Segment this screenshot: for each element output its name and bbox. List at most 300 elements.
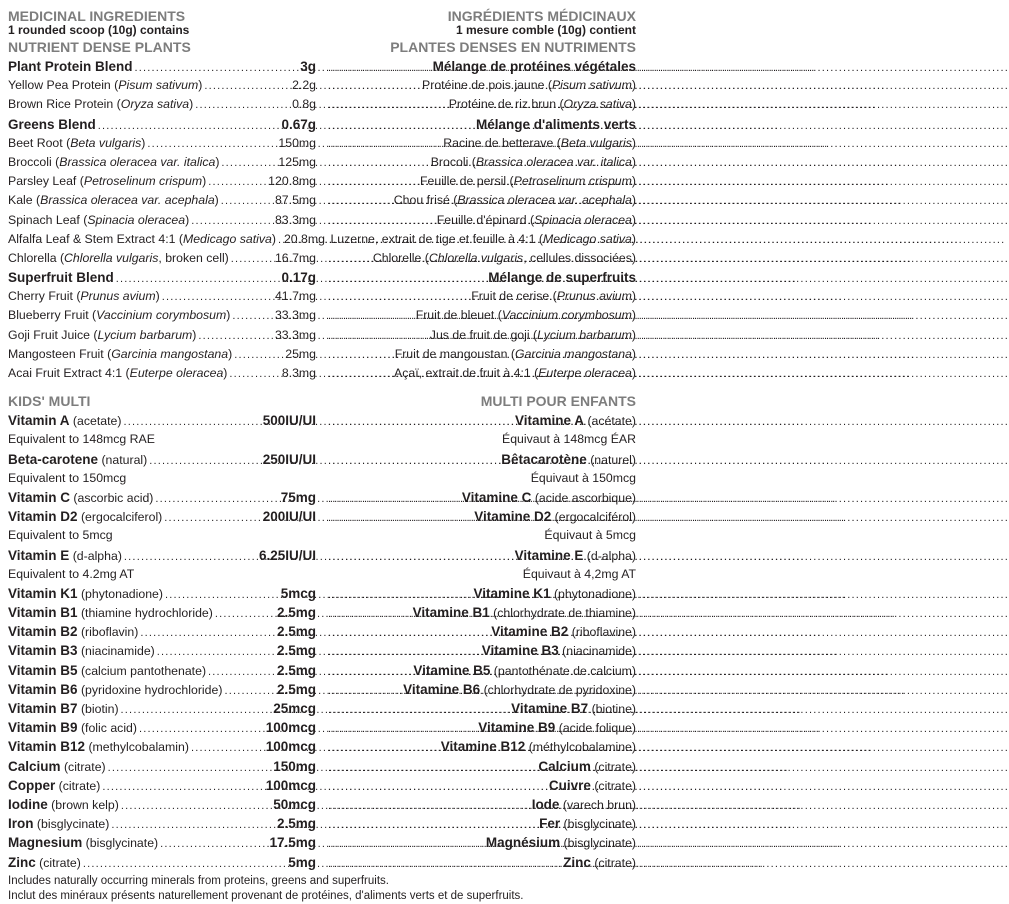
plants-list — [8, 57, 636, 383]
leader-dots — [326, 368, 394, 380]
nutrient-name-en — [8, 546, 122, 566]
nutrient-source-en: (natural) — [98, 452, 148, 467]
leader-dots — [230, 310, 275, 322]
nutrient-source-en: (methylcobalamin) — [85, 740, 189, 755]
leader-dots — [193, 99, 292, 111]
scientific-name-fr: Brassica oleracea var. acephala — [457, 193, 632, 208]
nutrient-en — [8, 814, 322, 834]
nutrient-row — [8, 622, 636, 641]
nutrient-source-fr: (riboflavine) — [568, 625, 636, 640]
leader-dots — [326, 176, 420, 188]
nutrient-source-en: (riboflavin) — [77, 625, 139, 640]
ingredient-name-en: Broccoli (Brassica oleracea var. italica) — [8, 154, 220, 169]
leader-dots — [206, 666, 277, 678]
nutrient-label-fr: Vitamine B1 — [412, 605, 490, 621]
nutrient-label-fr: Vitamine D2 — [474, 509, 552, 525]
ingredient-amount: 0.17g — [281, 270, 316, 286]
ingredient-fr — [322, 326, 636, 345]
nutrient-en — [8, 795, 322, 815]
leader-dots — [326, 273, 488, 285]
nutrient-label-en: Magnesium — [8, 835, 83, 851]
ingredient-row — [8, 95, 636, 114]
ingredient-name-fr: Fruit de mangoustan (Garcinia mangostana) — [394, 346, 636, 361]
nutrient-row — [8, 411, 636, 430]
nutrient-name-en — [8, 718, 137, 738]
leader-dots — [229, 253, 275, 265]
ingredient-fr — [322, 345, 636, 364]
nutrient-amount: 100mcg — [265, 720, 316, 736]
ingredient-name-en: Blueberry Fruit (Vaccinium corymbosum) — [8, 308, 231, 323]
nutrient-en — [8, 680, 322, 700]
scientific-name-en: Prunus avium — [80, 289, 156, 304]
nutrient-label-en: Calcium — [8, 758, 61, 774]
nutrient-source-fr: (phytonadione) — [550, 586, 636, 601]
leader-dots — [326, 704, 511, 716]
nutrient-fr — [322, 737, 636, 757]
nutrient-amount: 50mcg — [273, 796, 316, 812]
equivalent-en: Equivalent to 150mcg — [8, 470, 127, 485]
nutrient-source-en: (thiamine hydrochloride) — [77, 606, 213, 621]
nutrient-source-fr: (citrate) — [590, 778, 636, 793]
nutrient-row — [8, 699, 636, 718]
nutrient-amount: 150mg — [273, 758, 316, 774]
leader-dots — [326, 310, 416, 322]
nutrient-fr — [322, 833, 636, 853]
nutrient-en — [8, 641, 322, 661]
nutrient-label-en: Zinc — [8, 854, 36, 870]
nutrient-fr — [322, 546, 636, 566]
scientific-name-fr: Oryza sativa — [563, 97, 632, 112]
ingredient-amount: 0.67g — [281, 116, 316, 132]
nutrient-name-en — [8, 776, 100, 796]
header-title-row — [8, 8, 636, 24]
title-fr: INGRÉDIENTS MÉDICINAUX — [447, 8, 636, 24]
nutrient-source-en: (pyridoxine hydrochloride) — [77, 682, 223, 697]
nutrient-amount: 2.5mg — [276, 681, 316, 697]
leader-dots — [326, 762, 538, 774]
nutrient-label-en: Iodine — [8, 796, 48, 812]
leader-dots — [326, 627, 491, 639]
nutrient-name-fr — [539, 814, 636, 834]
ingredient-name-fr: Protéine de riz brun (Oryza sativa) — [448, 97, 636, 112]
ingredient-name-en: Greens Blend — [8, 116, 96, 132]
nutrient-row — [8, 833, 636, 852]
nutrient-source-fr: (ergocalciférol) — [551, 510, 636, 525]
nutrient-name-en — [8, 661, 206, 681]
nutrient-name-en — [8, 507, 162, 527]
scientific-name-fr: Euterpe oleracea — [538, 366, 632, 380]
leader-dots — [114, 273, 282, 285]
leader-dots — [96, 120, 282, 132]
nutrient-label-fr: Vitamine B7 — [511, 701, 589, 716]
nutrient-row — [8, 450, 636, 469]
nutrient-label-en: Iron — [8, 816, 34, 832]
nutrient-source-fr: (bisglycinate) — [560, 836, 636, 851]
nutrient-fr — [322, 411, 636, 431]
nutrient-label-en: Vitamin B2 — [8, 624, 78, 640]
leader-dots — [119, 800, 273, 812]
nutrient-source-fr: (acide folique) — [555, 721, 636, 736]
ingredient-name-en: Yellow Pea Protein (Pisum sativum) — [8, 78, 203, 93]
scientific-name-fr: Beta vulgaris — [560, 135, 632, 150]
leader-dots — [158, 838, 269, 850]
ingredient-name-fr: Jus de fruit de goji (Lycium barbarum) — [429, 327, 636, 342]
multi-heading-fr: MULTI POUR ENFANTS — [480, 393, 636, 410]
nutrient-row — [8, 680, 636, 699]
leader-dots — [109, 819, 277, 831]
scientific-name-fr: Brassica oleracea var. italica — [475, 154, 632, 169]
nutrient-name-en — [8, 833, 158, 853]
nutrient-source-fr: (biotine) — [588, 702, 636, 716]
nutrient-amount: 6.25IU/UI — [258, 547, 316, 563]
ingredient-amount: 83.3mg — [274, 212, 316, 227]
nutrient-amount: 2.5mg — [276, 816, 316, 832]
ingredient-en — [8, 95, 322, 114]
ingredient-en — [8, 76, 322, 95]
nutrient-label-fr: Vitamine A — [515, 413, 585, 429]
nutrient-label-en: Vitamin B5 — [8, 662, 78, 678]
leader-dots — [326, 589, 473, 601]
ingredient-row — [8, 306, 636, 325]
leader-dots — [145, 138, 278, 150]
scientific-name-en: Chlorella vulgaris — [64, 250, 159, 265]
nutrient-source-en: (d-alpha) — [69, 548, 122, 563]
nutrient-name-fr — [511, 699, 636, 719]
nutrient-row — [8, 507, 636, 526]
scientific-name-en: Petroselinum crispum — [83, 174, 203, 189]
nutrient-amount: 5mg — [288, 854, 316, 870]
nutrient-source-en: (biotin) — [77, 702, 119, 716]
ingredient-amount: 125mg — [278, 154, 316, 169]
ingredient-en — [8, 134, 322, 153]
nutrient-label-en: Vitamin C — [8, 489, 71, 505]
ingredient-fr — [322, 57, 636, 76]
nutrient-source-en: (folic acid) — [77, 721, 137, 736]
nutrient-source-en: (bisglycinate) — [33, 817, 110, 832]
nutrient-row — [8, 641, 636, 660]
ingredient-en — [8, 345, 322, 364]
ingredient-name-en: Superfruit Blend — [8, 270, 114, 286]
ingredient-fr — [322, 249, 636, 268]
footnote — [8, 874, 636, 904]
multi-list — [8, 411, 636, 872]
header-serving-row — [8, 24, 636, 37]
nutrient-label-en: Vitamin E — [8, 547, 70, 563]
leader-dots — [326, 819, 539, 831]
nutrient-fr — [322, 488, 636, 508]
nutrient-name-fr — [473, 584, 636, 604]
leader-dots — [326, 80, 422, 92]
ingredient-row — [8, 211, 636, 230]
nutrient-name-fr — [501, 450, 636, 470]
nutrient-en — [8, 699, 322, 719]
nutrient-name-fr — [486, 833, 636, 853]
equivalent-row — [8, 526, 636, 545]
nutrient-label-en: Vitamin B7 — [8, 701, 78, 716]
nutrient-source-en: (citrate) — [55, 778, 101, 793]
leader-dots — [326, 742, 441, 754]
nutrient-name-fr — [474, 507, 636, 527]
nutrient-amount: 75mg — [280, 489, 316, 505]
leader-dots — [326, 723, 478, 735]
nutrient-label-fr: Vitamine K1 — [473, 585, 551, 601]
nutrient-source-fr: (citrate) — [590, 855, 636, 870]
nutrient-name-fr — [482, 641, 636, 661]
ingredient-en — [8, 268, 322, 287]
nutrient-name-en — [8, 584, 163, 604]
nutrient-label-en: Beta-carotene — [8, 451, 99, 467]
ingredient-name-en: Alfalfa Leaf & Stem Extract 4:1 (Medicago sativa) — [8, 231, 276, 246]
nutrient-source-fr: (naturel) — [586, 452, 636, 467]
ingredient-amount: 33.3mg — [274, 327, 316, 342]
nutrient-label-en: Vitamin B12 — [8, 739, 86, 755]
scientific-name-en: Pisum sativum — [118, 78, 199, 93]
nutrient-en — [8, 488, 322, 508]
ingredient-amount: 3g — [300, 59, 316, 74]
nutrient-fr — [322, 853, 636, 873]
ingredient-amount: 8.3mg — [281, 366, 316, 380]
scientific-name-fr: Spinacia oleracea — [534, 212, 632, 227]
ingredient-row — [8, 134, 636, 153]
nutrient-source-fr: (chlorhydrate de pyridoxine) — [480, 682, 636, 697]
nutrient-fr — [322, 795, 636, 815]
scientific-name-fr: Chlorella vulgaris — [428, 250, 524, 265]
nutrient-source-fr: (varech brun) — [559, 797, 636, 812]
nutrient-amount: 5mcg — [280, 585, 316, 601]
nutrient-name-en — [8, 641, 155, 661]
ingredient-panel — [8, 8, 636, 904]
nutrient-source-en: (bisglycinate) — [82, 836, 159, 851]
ingredient-en — [8, 211, 322, 230]
nutrient-source-en: (ergocalciferol) — [77, 510, 163, 525]
ingredient-name-en: Chlorella (Chlorella vulgaris, broken cell) — [8, 250, 229, 265]
nutrient-en — [8, 833, 322, 853]
leader-dots — [326, 666, 413, 678]
nutrient-en — [8, 411, 322, 431]
ingredient-row — [8, 153, 636, 172]
nutrient-row — [8, 488, 636, 507]
scientific-name-en: Lycium barbarum — [97, 327, 193, 342]
leader-dots — [189, 215, 275, 227]
leader-dots — [276, 234, 284, 246]
nutrient-name-fr — [441, 737, 636, 757]
scientific-name-en: Garcinia mangostana — [111, 346, 229, 361]
leader-dots — [326, 838, 486, 850]
nutrient-name-fr — [403, 680, 636, 700]
nutrient-name-fr — [515, 411, 636, 431]
ingredient-en — [8, 364, 322, 383]
nutrient-label-fr: Bêtacarotène — [501, 451, 587, 467]
nutrient-amount: 250IU/UI — [262, 451, 316, 467]
leader-dots — [326, 493, 462, 505]
ingredient-fr — [322, 115, 636, 134]
nutrient-fr — [322, 757, 636, 777]
nutrient-amount: 200IU/UI — [262, 509, 316, 525]
nutrient-fr — [322, 584, 636, 604]
footnote-fr: Inclut des minéraux présents naturellement provenant de protéines, d'aliments verts et de superfruits. — [8, 889, 524, 902]
leader-dots — [326, 120, 476, 132]
nutrient-fr — [322, 814, 636, 834]
ingredient-name-en: Acai Fruit Extract 4:1 (Euterpe oleracea) — [8, 366, 228, 380]
nutrient-source-en: (calcium pantothenate) — [77, 663, 207, 678]
nutrient-fr — [322, 718, 636, 738]
scientific-name-en: Oryza sativa — [120, 97, 190, 112]
leader-dots — [326, 349, 395, 361]
nutrient-name-en — [8, 411, 121, 431]
nutrient-amount: 500IU/UI — [262, 413, 316, 429]
nutrient-label-fr: Vitamine B9 — [478, 720, 556, 736]
nutrient-amount: 17.5mg — [269, 835, 316, 851]
plants-heading-row — [8, 39, 636, 55]
ingredient-name-en: Spinach Leaf (Spinacia oleracea) — [8, 212, 190, 227]
nutrient-row — [8, 718, 636, 737]
nutrient-row — [8, 776, 636, 795]
nutrient-name-fr — [413, 603, 636, 623]
ingredient-name-fr: Brocoli (Brassica oleracea var. italica) — [430, 154, 636, 169]
ingredient-amount: 120.8mg — [268, 174, 316, 189]
ingredient-fr — [322, 230, 636, 249]
multi-heading-en: KIDS' MULTI — [8, 393, 91, 410]
nutrient-source-fr: (niacinamide) — [558, 644, 636, 659]
nutrient-fr — [322, 603, 636, 623]
ingredient-en — [8, 153, 322, 172]
nutrient-en — [8, 718, 322, 738]
nutrient-name-en — [8, 737, 189, 757]
leader-dots — [326, 512, 474, 524]
nutrient-row — [8, 584, 636, 603]
nutrient-name-en — [8, 622, 138, 642]
ingredient-fr — [322, 95, 636, 114]
scientific-name-fr: Medicago sativa — [543, 231, 632, 246]
nutrient-label-fr: Calcium — [538, 758, 591, 774]
equivalent-row — [8, 430, 636, 449]
nutrient-name-fr — [532, 795, 636, 815]
leader-dots — [232, 349, 285, 361]
scientific-name-fr: Vaccinium corymbosum — [501, 308, 632, 323]
ingredient-name-fr: Feuille de persil (Petroselinum crispum) — [420, 174, 636, 189]
nutrient-source-fr: (méthylcobalamine) — [525, 740, 636, 755]
scientific-name-fr: Garcinia mangostana — [515, 346, 632, 361]
ingredient-name-fr: Protéine de pois jaune (Pisum sativum) — [422, 78, 636, 93]
ingredient-name-en: Mangosteen Fruit (Garcinia mangostana) — [8, 346, 233, 361]
nutrient-en — [8, 622, 322, 642]
nutrient-en — [8, 757, 322, 777]
ingredient-en — [8, 306, 322, 325]
nutrient-name-fr — [462, 488, 636, 508]
scientific-name-en: Spinacia oleracea — [87, 212, 186, 227]
nutrient-row — [8, 546, 636, 565]
leader-dots — [326, 416, 515, 428]
nutrient-source-en: (phytonadione) — [77, 586, 163, 601]
leader-dots — [227, 368, 281, 380]
leader-dots — [162, 512, 262, 524]
ingredient-fr — [322, 211, 636, 230]
leader-dots — [326, 62, 433, 74]
nutrient-amount: 100mcg — [265, 739, 316, 755]
ingredient-name-en: Beet Root (Beta vulgaris) — [8, 135, 146, 150]
leader-dots — [121, 416, 262, 428]
nutrient-label-fr: Vitamine E — [514, 547, 584, 563]
nutrient-en — [8, 853, 322, 873]
ingredient-amount: 16.7mg — [274, 250, 316, 265]
ingredient-amount: 41.7mg — [274, 289, 316, 304]
nutrient-source-en: (citrate) — [60, 759, 106, 774]
leader-dots — [326, 781, 549, 793]
ingredient-en — [8, 326, 322, 345]
ingredient-name-en: Plant Protein Blend — [8, 59, 133, 74]
nutrient-row — [8, 757, 636, 776]
nutrient-label-fr: Vitamine C — [461, 489, 532, 505]
nutrient-source-en: (citrate) — [35, 855, 81, 870]
nutrient-row — [8, 853, 636, 872]
ingredient-en — [8, 230, 325, 249]
nutrient-amount: 2.5mg — [276, 624, 316, 640]
nutrient-source-en: (niacinamide) — [77, 644, 155, 659]
nutrient-name-fr — [413, 661, 636, 681]
leader-dots — [322, 234, 330, 246]
scientific-name-fr: Pisum sativum — [551, 78, 632, 93]
nutrient-source-fr: (d-alpha) — [583, 548, 636, 563]
nutrient-label-fr: Vitamine B6 — [403, 681, 481, 697]
nutrient-fr — [322, 680, 636, 700]
nutrient-label-en: Copper — [8, 777, 56, 793]
ingredient-fr — [322, 268, 636, 287]
nutrient-source-en: (ascorbic acid) — [70, 490, 154, 505]
leader-dots — [326, 800, 532, 812]
nutrient-name-fr — [515, 546, 636, 566]
ingredient-en — [8, 191, 322, 210]
nutrient-fr — [322, 699, 636, 719]
leader-dots — [196, 330, 275, 342]
nutrient-en — [8, 776, 322, 796]
scientific-name-en: Brassica oleracea var. acephala — [40, 193, 215, 208]
nutrient-en — [8, 661, 322, 681]
leader-dots — [326, 138, 443, 150]
nutrient-name-fr — [478, 718, 636, 738]
leader-dots — [106, 762, 274, 774]
scientific-name-fr: Petroselinum crispum — [513, 174, 632, 189]
ingredient-fr — [322, 76, 636, 95]
ingredient-fr — [322, 172, 636, 191]
leader-dots — [326, 330, 430, 342]
nutrient-label-en: Vitamin B9 — [8, 720, 78, 736]
nutrient-source-fr: (acide ascorbique) — [531, 490, 636, 505]
ingredient-name-fr: Chlorelle (Chlorella vulgaris, cellules dissociées) — [372, 250, 636, 265]
ingredient-row — [8, 364, 636, 383]
leader-dots — [219, 157, 278, 169]
scientific-name-fr: Prunus avium — [556, 289, 632, 304]
plants-heading-fr: PLANTES DENSES EN NUTRIMENTS — [390, 39, 636, 55]
nutrient-name-fr — [491, 622, 636, 642]
leader-dots — [138, 627, 277, 639]
ingredient-row — [8, 230, 636, 249]
nutrient-name-fr — [538, 757, 636, 777]
ingredient-amount: 25mg — [285, 346, 316, 361]
ingredient-row — [8, 76, 636, 95]
nutrient-fr — [322, 450, 636, 470]
ingredient-name-fr: Açaï, extrait de fruit à 4:1 (Euterpe oleracea) — [394, 366, 636, 380]
nutrient-label-fr: Vitamine B2 — [491, 624, 569, 640]
leader-dots — [326, 858, 563, 870]
leader-dots — [119, 704, 274, 716]
nutrient-fr — [322, 661, 636, 681]
ingredient-fr — [322, 364, 636, 383]
leader-dots — [206, 176, 268, 188]
ingredient-row — [8, 249, 636, 268]
ingredient-row — [8, 115, 636, 134]
nutrient-amount: 2.5mg — [276, 643, 316, 659]
nutrient-name-en — [8, 488, 153, 508]
